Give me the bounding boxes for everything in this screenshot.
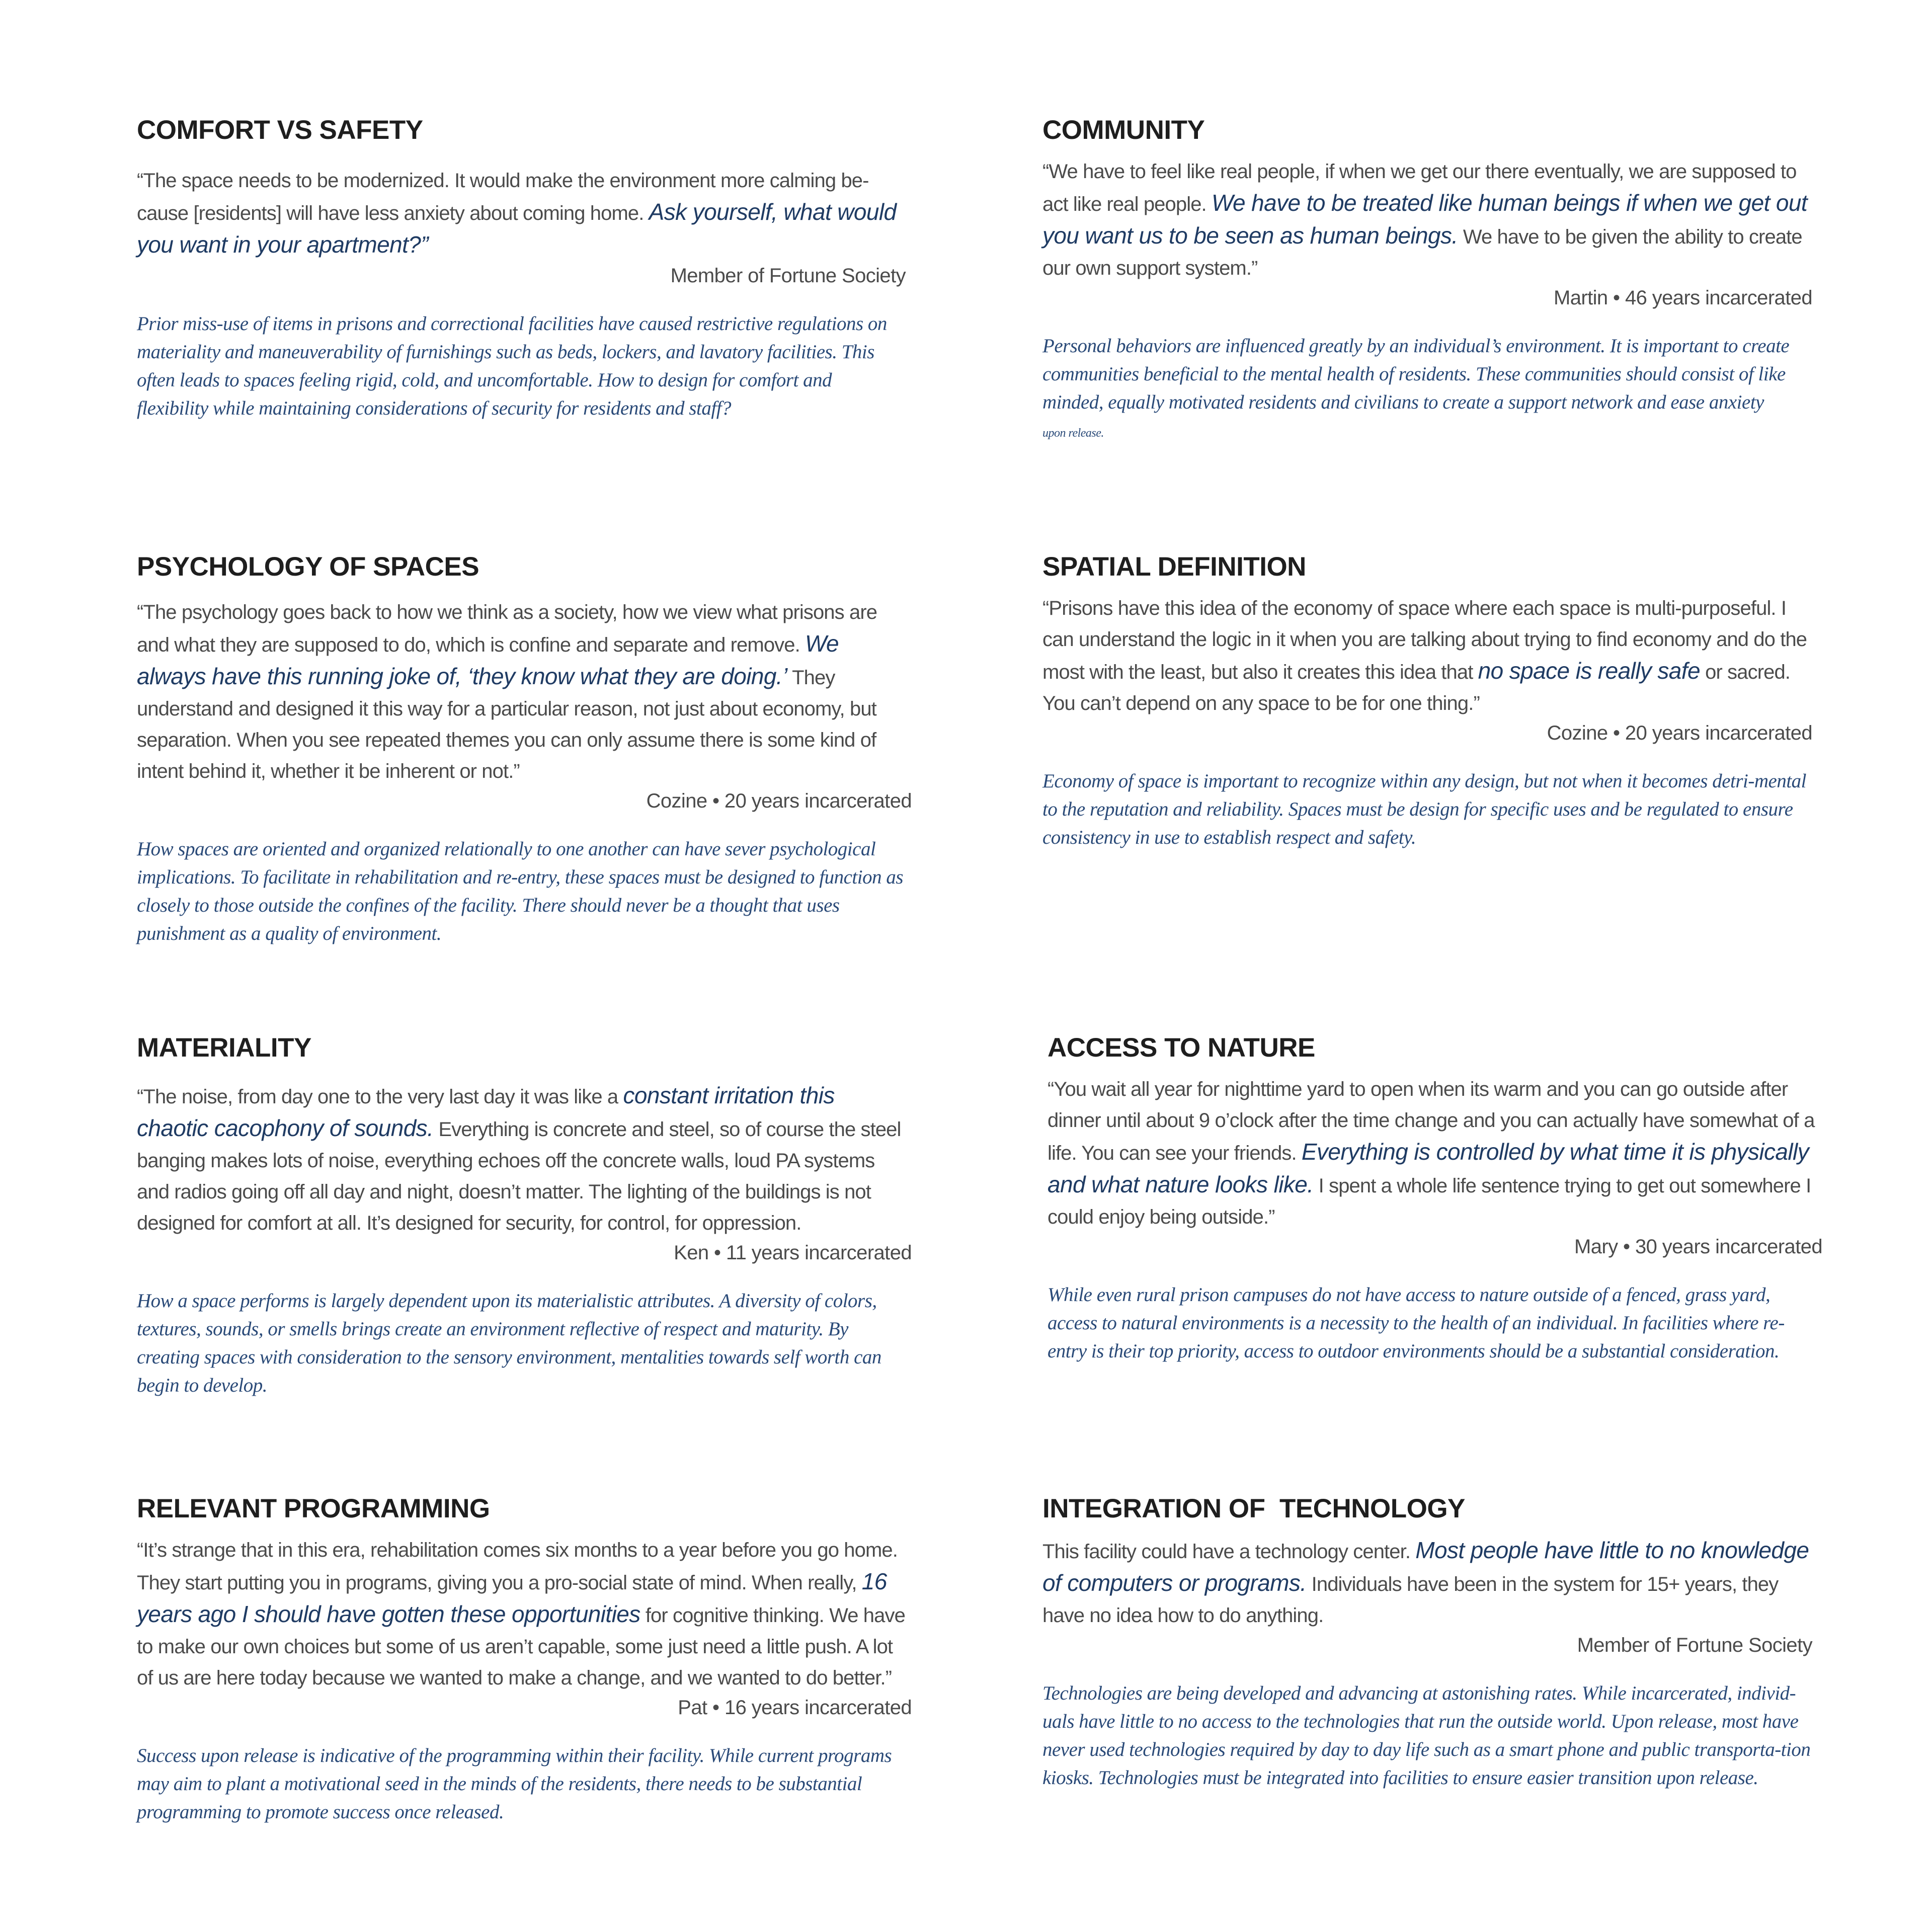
section-note: Technologies are being developed and advancing at astonishing rates. While incarcerated, individ-uals have little to no access to the technologies that run the outside world. Upon release, most have never used technologies required by day to day life such as a smart phone and public transporta-tion kiosks. Technologies must be integrated into facilities to ensure easier transition upon release. — [1042, 1682, 1811, 1789]
section-title: PSYCHOLOGY OF SPACES — [137, 552, 479, 582]
section-materiality — [137, 1032, 912, 1400]
quote-text-continued: for cognitive thinking. We have to make our own choices but some of us aren’t capable, some just need a little push. A lot of us are here today because we wanted to make a change, and we wanted to do better.” — [137, 1604, 905, 1689]
section-quote — [1042, 1535, 1812, 1631]
quote-emphasis: Everything is controlled by what time it is physically and what nature looks like. — [1048, 1139, 1809, 1197]
quote-text-continued: Individuals have been in the system for 15+ years, they have no idea how to do anything. — [1042, 1573, 1779, 1627]
section-note: How spaces are oriented and organized relationally to one another can have sever psychological implications. To facilitate in rehabilitation and re-entry, these spaces must be designed to function as closely to those outside the confines of the facility. There should never be a thought that uses punishment as a quality of environment. — [137, 838, 904, 944]
section-title: COMFORT VS SAFETY — [137, 115, 423, 145]
section-quote — [1042, 593, 1812, 719]
quote-emphasis: Most people have little to no knowledge of computers or programs. — [1042, 1537, 1809, 1596]
quote-text: “The space needs to be modernized. It would make the environment more calming be-cause [residents] will have less anxiety about coming home. — [137, 170, 869, 224]
quote-text-continued: We have to be given the ability to create our own support system.” — [1042, 226, 1802, 279]
quote-text: “Prisons have this idea of the economy of space where each space is multi-purposeful. I can understand the logic in it when you are talking about trying to find economy and do the most with the least, but also it creates this idea that — [1042, 597, 1807, 683]
section-title: SPATIAL DEFINITION — [1042, 552, 1306, 582]
section-quote — [137, 597, 912, 787]
note-text: Personal behaviors are influenced greatly by an individual’s environment. It is important to create communities beneficial to the mental health of residents. These communities should consist of like minded, equally motivated residents and civilians to create a support network and ease anxiety — [1042, 335, 1790, 413]
section-psychology-of-spaces — [137, 551, 912, 948]
quote-text: This facility could have a technology center. — [1042, 1541, 1416, 1563]
quote-attribution: Cozine • 20 years incarcerated — [1547, 722, 1812, 744]
quote-attribution: Mary • 30 years incarcerated — [1574, 1236, 1822, 1258]
quote-text: “You wait all year for nighttime yard to open when its warm and you can go outside after dinner until about 9 o’clock after the time change and you can actually have somewhat of a life. You can see your friends. — [1048, 1078, 1815, 1164]
section-quote — [1042, 156, 1812, 284]
section-integration-of-technology — [1042, 1493, 1812, 1792]
quote-emphasis: We have to be treated like human beings if when we get out you want us to be seen as human beings. — [1042, 190, 1808, 249]
section-title: INTEGRATION OF TECHNOLOGY — [1042, 1494, 1465, 1523]
section-quote — [137, 1080, 912, 1239]
quote-emphasis: We always have this running joke of, ‘they know what they are doing.’ — [137, 630, 839, 689]
section-quote — [1048, 1074, 1822, 1233]
quote-text-continued: Everything is concrete and steel, so of course the steel banging makes lots of noise, everything echoes off the concrete walls, loud PA systems and radios going off all day and night, doesn’t matter. The lighting of the buildings is not designed for comfort at all. It’s designed for security, for control, for oppression. — [137, 1118, 901, 1234]
quote-attribution: Member of Fortune Society — [1577, 1634, 1812, 1656]
section-quote — [137, 1535, 912, 1694]
quote-attribution: Martin • 46 years incarcerated — [1553, 287, 1812, 309]
section-title: RELEVANT PROGRAMMING — [137, 1494, 490, 1523]
quote-emphasis: constant irritation this chaotic cacophony of sounds. — [137, 1082, 835, 1141]
quote-emphasis: 16 years ago I should have gotten these opportunities — [137, 1568, 887, 1627]
section-note: Success upon release is indicative of the programming within their facility. While current programs may aim to plant a motivational seed in the minds of the residents, there needs to be substantial programming to promote success once released. — [137, 1745, 892, 1823]
section-comfort-vs-safety — [137, 115, 906, 423]
quote-text-continued: or sacred. You can’t depend on any space to be for one thing.” — [1042, 661, 1791, 714]
section-access-to-nature — [1048, 1032, 1822, 1365]
quote-text: “It’s strange that in this era, rehabilitation comes six months to a year before you go home. They start putting you in programs, giving you a pro-social state of mind. When really, — [137, 1539, 898, 1594]
quote-text: “The psychology goes back to how we think as a society, how we view what prisons are and what they are supposed to do, which is confine and separate and remove. — [137, 601, 877, 656]
quote-emphasis: Ask yourself, what would you want in your apartment?” — [137, 199, 897, 258]
quote-text: “We have to feel like real people, if when we get our there eventually, we are supposed to act like real people. — [1042, 160, 1797, 215]
section-community — [1042, 115, 1812, 447]
section-title: MATERIALITY — [137, 1033, 311, 1063]
section-note: How a space performs is largely dependent upon its materialistic attributes. A diversity of colors, textures, sounds, or smells brings create an environment reflective of respect and maturity. By creating spaces with consideration to the sensory environment, mentalities towards self worth can begin to develop. — [137, 1290, 881, 1396]
section-spatial-definition — [1042, 551, 1812, 852]
section-note: Economy of space is important to recognize within any design, but not when it becomes detri-mental to the reputation and reliability. Spaces must be design for specific uses and be regulated to ensure consistency in use to establish respect and safety. — [1042, 770, 1806, 848]
quote-emphasis: no space is really safe — [1478, 658, 1700, 684]
section-note — [1042, 332, 1812, 447]
section-note: Prior miss-use of items in prisons and correctional facilities have caused restrictive regulations on materiality and maneuverability of furnishings such as beds, lockers, and lavatory facilities. This often leads to spaces feeling rigid, cold, and uncomfortable. How to design for comfort and flexibility while maintaining considerations of security for residents and staff? — [137, 313, 887, 419]
section-note: While even rural prison campuses do not have access to nature outside of a fenced, grass yard, access to natural environments is a necessity to the health of an individual. In facilities where re-entry is their top priority, access to outdoor environments should be a substantial consideration. — [1048, 1284, 1785, 1362]
section-title: ACCESS TO NATURE — [1048, 1033, 1315, 1063]
quote-attribution: Cozine • 20 years incarcerated — [646, 790, 912, 812]
quote-attribution: Member of Fortune Society — [670, 265, 906, 287]
quote-attribution: Pat • 16 years incarcerated — [678, 1697, 912, 1719]
quote-attribution: Ken • 11 years incarcerated — [674, 1242, 912, 1264]
quote-text-continued: They understand and designed it this way for a particular reason, not just about economy, but separation. When you see repeated themes you can only assume there is some kind of intent behind it, whether it be inherent or not.” — [137, 667, 876, 782]
section-relevant-programming — [137, 1493, 912, 1826]
section-quote — [137, 165, 906, 262]
quote-text-continued: I spent a whole life sentence trying to get out somewhere I could enjoy being outside.” — [1048, 1175, 1811, 1228]
note-text-small: upon release. — [1042, 427, 1104, 440]
quote-text: “The noise, from day one to the very last day it was like a — [137, 1086, 623, 1108]
section-title: COMMUNITY — [1042, 115, 1205, 145]
